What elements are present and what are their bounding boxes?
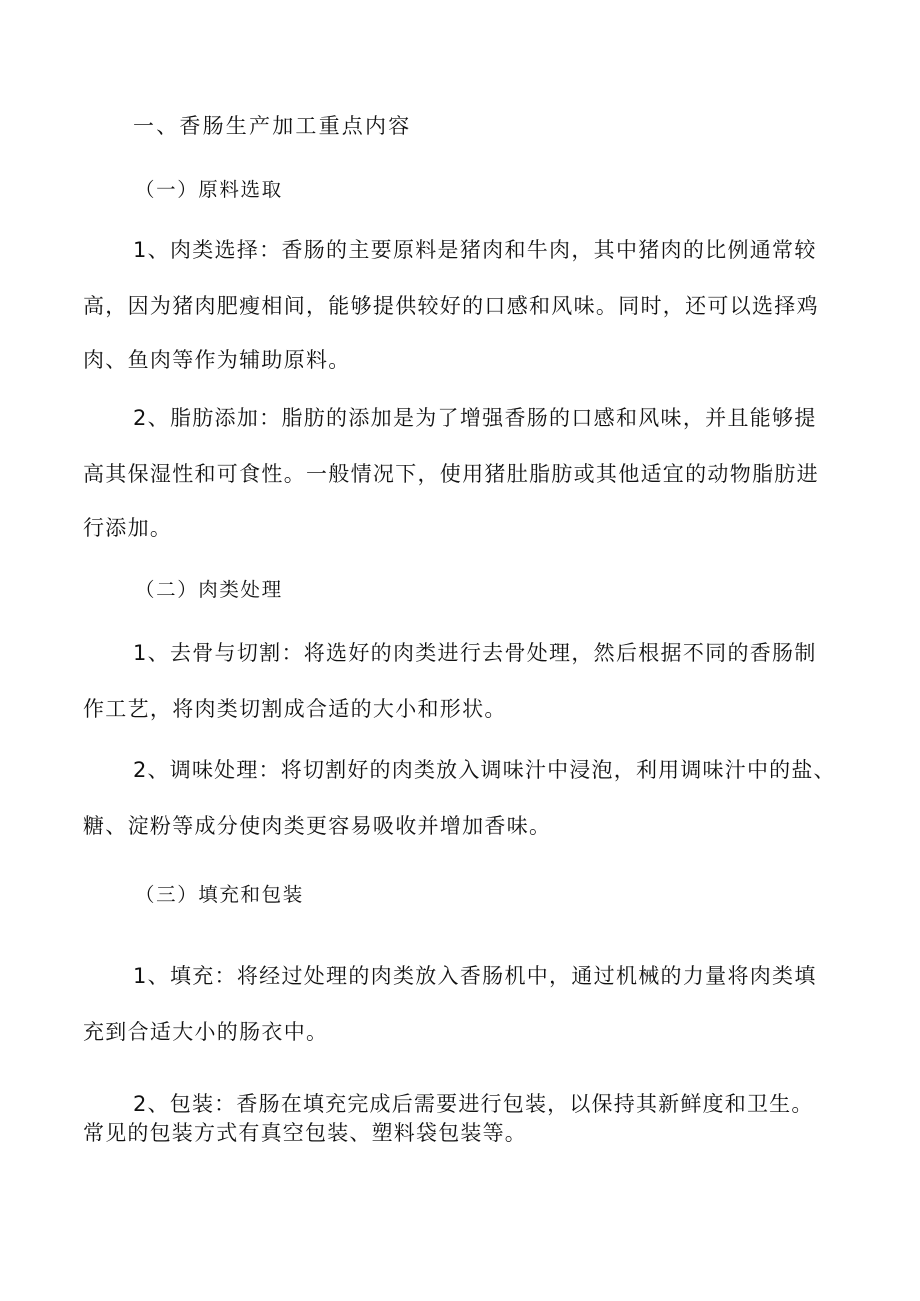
section2-item2-line1: 2、调味处理：将切割好的肉类放入调味汁中浸泡，利用调味汁中的盐、 [133,758,836,782]
section2-item2-line2: 糖、淀粉等成分使肉类更容易吸收并增加香味。 [83,814,552,838]
section3-item2-line1: 2、包装：香肠在填充完成后需要进行包装，以保持其新鲜度和卫生。 [133,1092,814,1116]
section1-item2-line2: 高其保湿性和可食性。一般情况下，使用猪肚脂肪或其他适宜的动物脂肪进 [83,462,819,486]
section1-item1-line1: 1、肉类选择：香肠的主要原料是猪肉和牛肉，其中猪肉的比例通常较 [133,238,817,262]
section1-item2-line1: 2、脂肪添加：脂肪的添加是为了增强香肠的口感和风味，并且能够提 [133,406,817,430]
section2-title: （二）肉类处理 [135,578,283,601]
section1-item1-line3: 肉、鱼肉等作为辅助原料。 [83,348,351,372]
section3-item1-line2: 充到合适大小的肠衣中。 [83,1020,329,1044]
section3-title: （三）填充和包装 [135,883,304,906]
section2-item1-line2: 作工艺，将肉类切割成合适的大小和形状。 [83,697,507,721]
section2-item1-line1: 1、去骨与切割：将选好的肉类进行去骨处理，然后根据不同的香肠制 [133,641,817,665]
section3-item1-line1: 1、填充：将经过处理的肉类放入香肠机中，通过机械的力量将肉类填 [133,964,817,988]
section1-item2-line3: 行添加。 [83,516,173,540]
section3-item2-line2: 常见的包装方式有真空包装、塑料袋包装等。 [83,1121,527,1145]
section1-title: （一）原料选取 [135,178,283,201]
section1-item1-line2: 高，因为猪肉肥瘦相间，能够提供较好的口感和风味。同时，还可以选择鸡 [83,294,819,318]
document-heading: 一、香肠生产加工重点内容 [133,114,412,138]
